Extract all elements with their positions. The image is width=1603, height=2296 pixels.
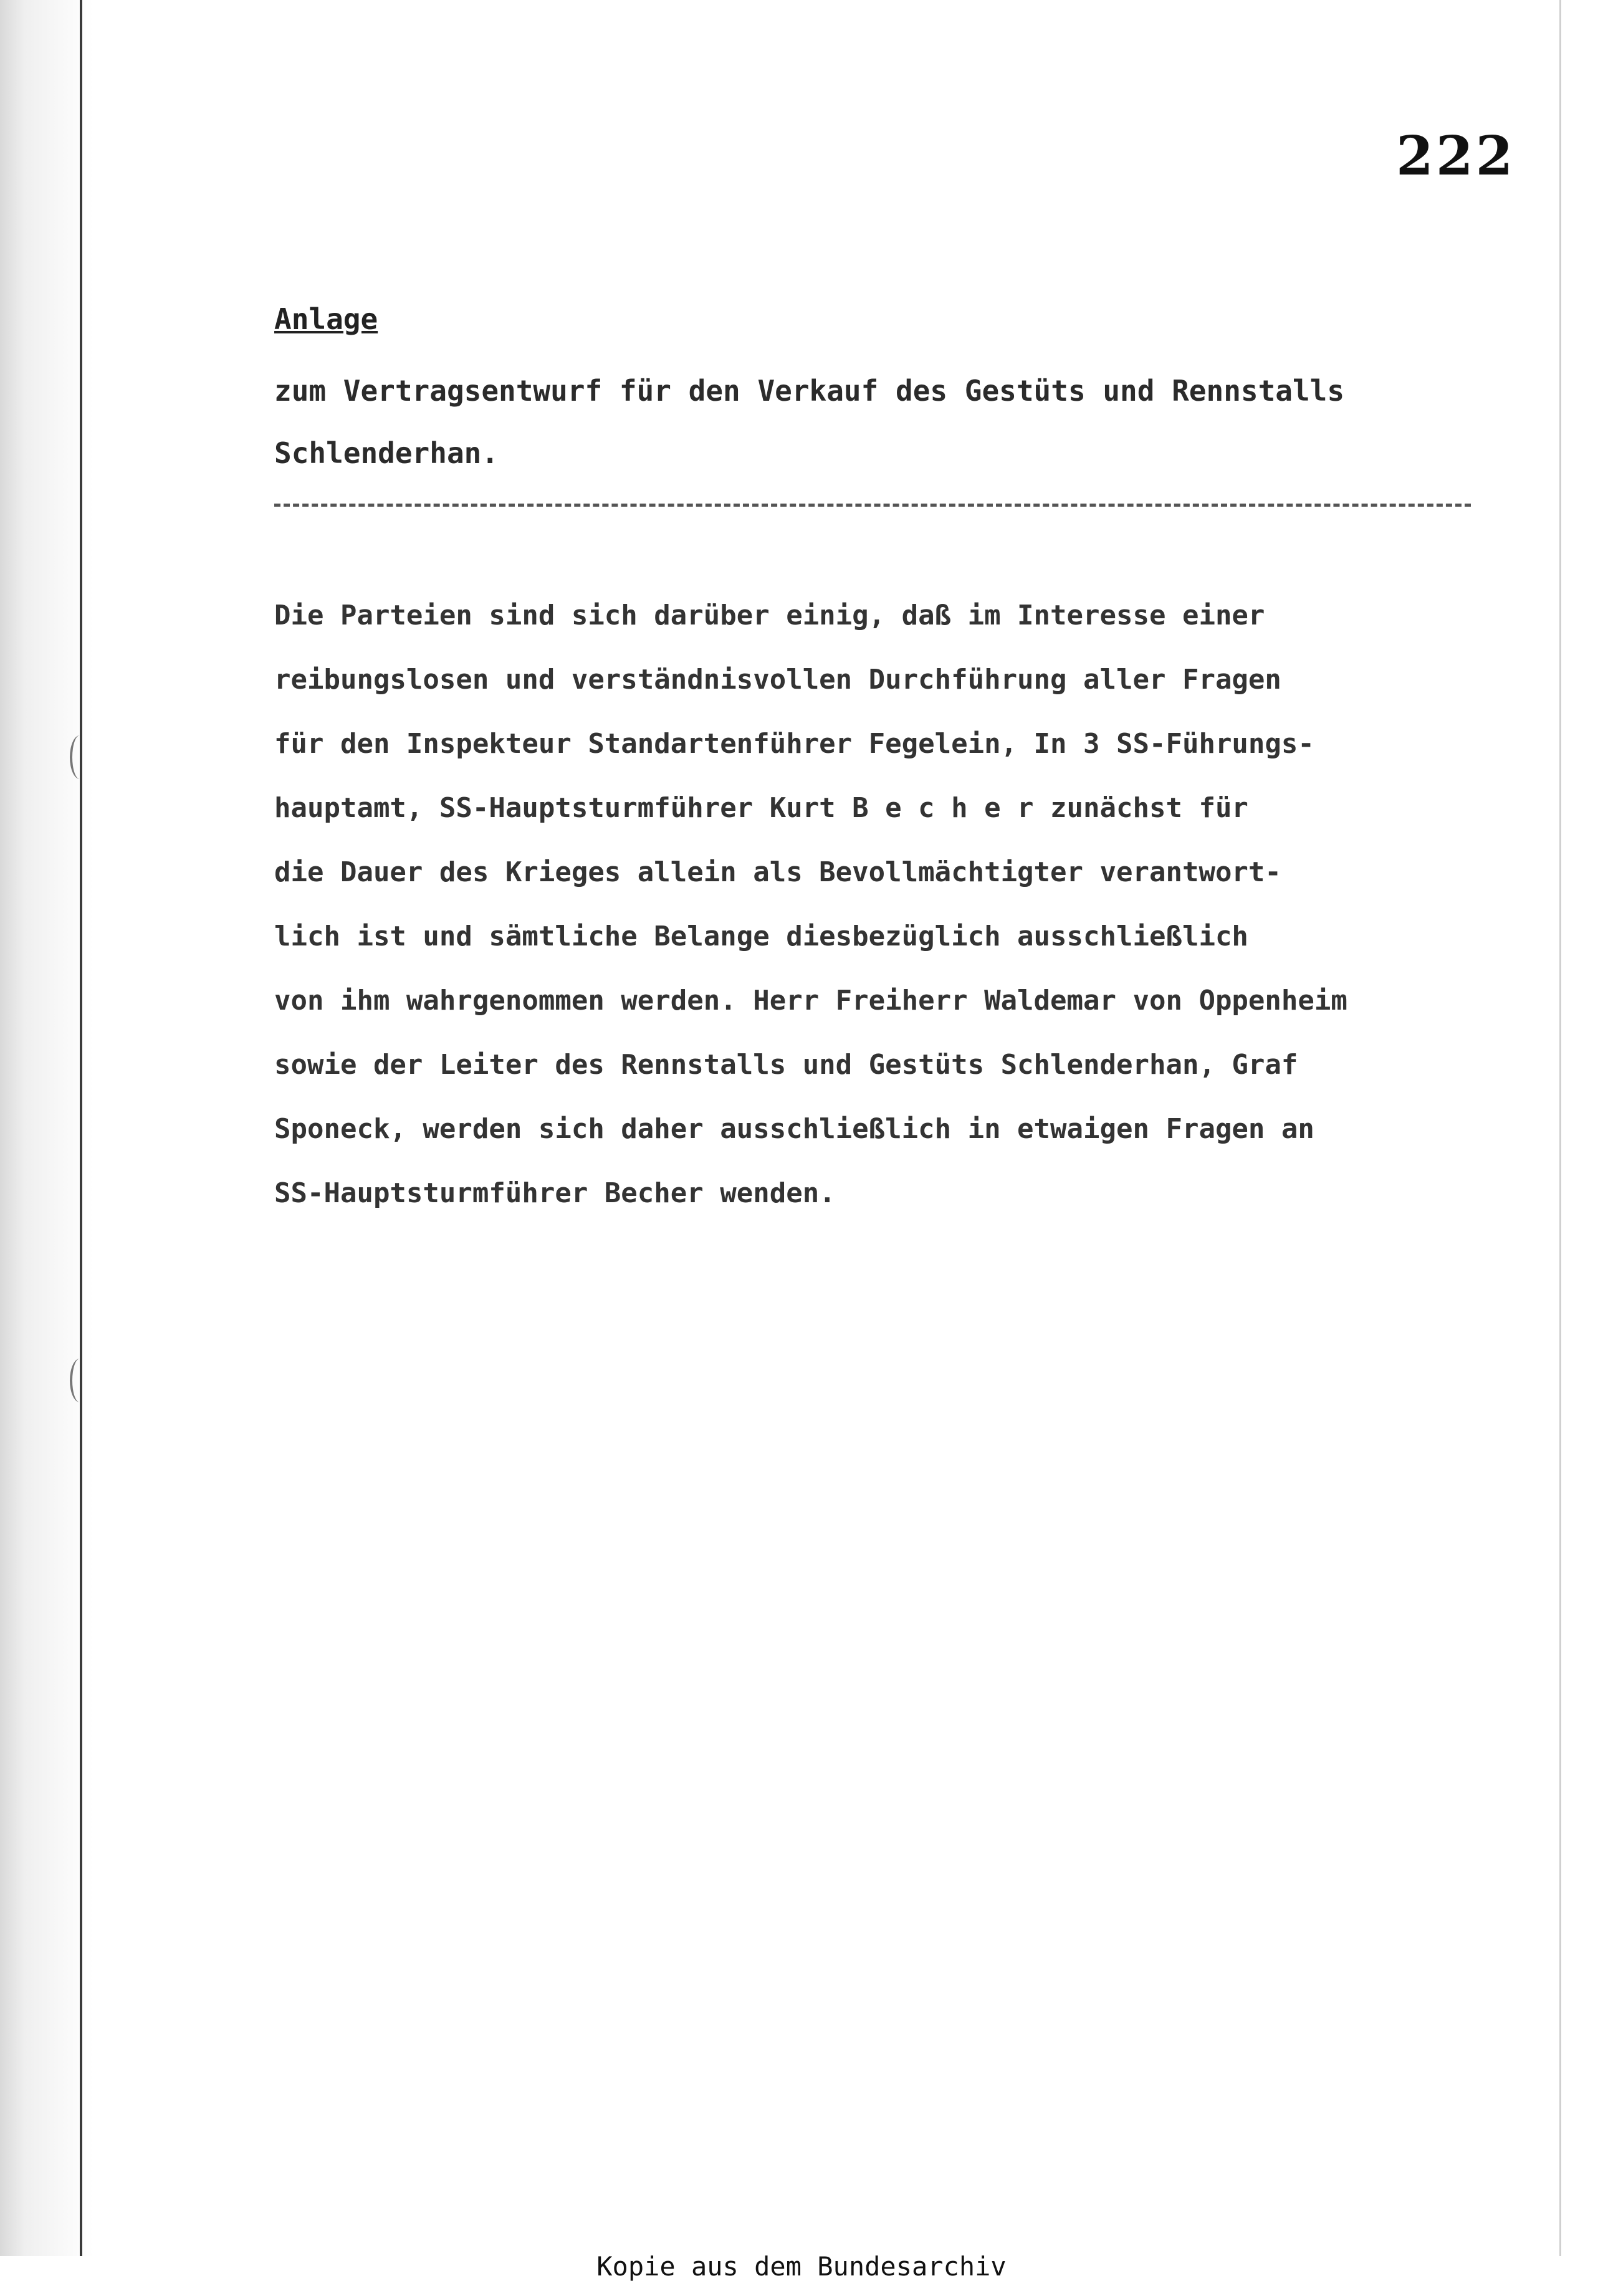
page-number: 222 [1396,125,1516,188]
subheading-line: Schlenderhan. [274,436,499,470]
body-line: reibungslosen und verständnisvollen Durchführung aller Fragen [274,664,1281,696]
punch-mark [70,1359,90,1402]
body-line: sowie der Leiter des Rennstalls und Gestüts Schlenderhan, Graf [274,1049,1298,1081]
body-line: SS-Hauptsturmführer Becher wenden. [274,1177,836,1209]
body-line: für den Inspekteur Standartenführer Fegelein, In 3 SS-Führungs- [274,728,1314,760]
subheading-line: zum Vertragsentwurf für den Verkauf des Gestüts und Rennstalls [274,374,1345,408]
body-line: hauptamt, SS-Hauptsturmführer Kurt B e c h e r zunächst für [274,792,1248,824]
divider-line [274,504,1471,507]
document-heading: Anlage [274,302,378,336]
binding-edge [80,0,82,2256]
paper-edge [1559,0,1561,2256]
archive-footer: Kopie aus dem Bundesarchiv [596,2251,1007,2282]
body-line: von ihm wahrgenommen werden. Herr Freiherr Waldemar von Oppenheim [274,985,1347,1016]
body-line: lich ist und sämtliche Belange diesbezüglich ausschließlich [274,921,1248,952]
punch-mark [70,735,90,779]
body-line: die Dauer des Krieges allein als Bevollmächtigter verantwort- [274,856,1281,888]
body-line: Die Parteien sind sich darüber einig, daß im Interesse einer [274,600,1265,631]
body-line: Sponeck, werden sich daher ausschließlich in etwaigen Fragen an [274,1113,1314,1145]
